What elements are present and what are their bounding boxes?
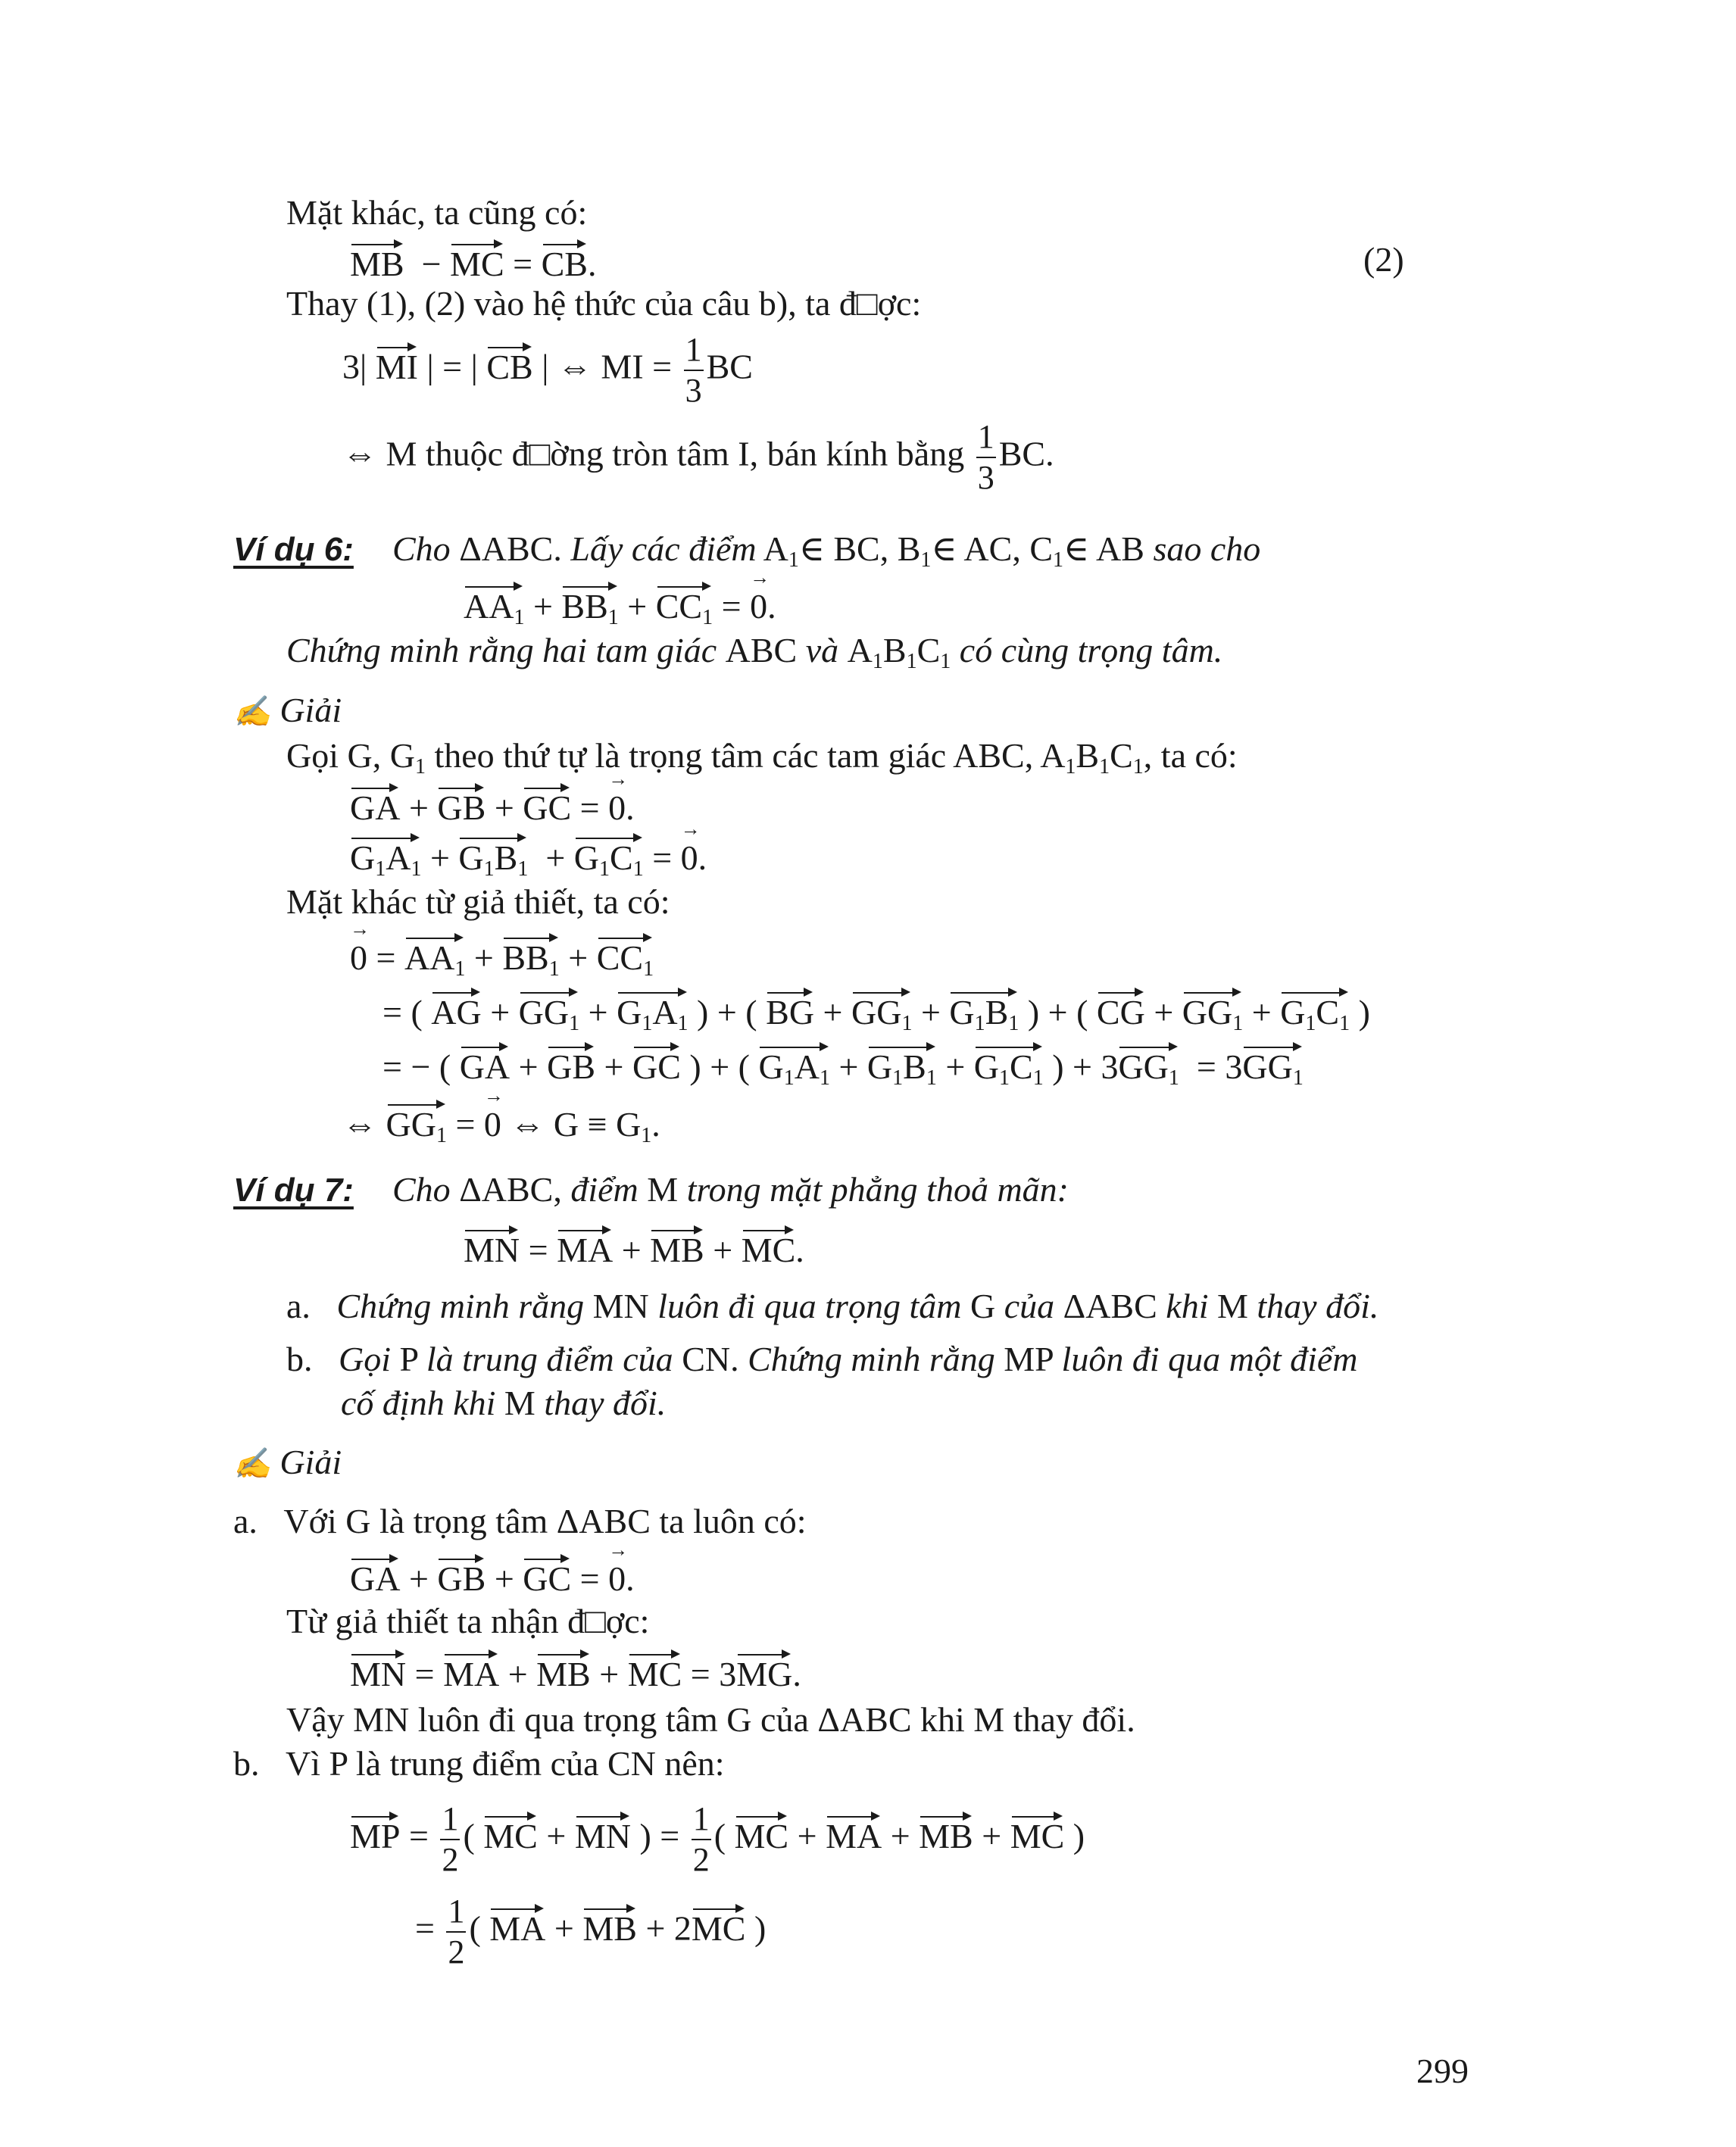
text-line: Mặt khác từ giả thiết, ta có: [286, 882, 670, 921]
page-number: 299 [1416, 2052, 1469, 2090]
solution-label: ✍ Giải [233, 691, 342, 729]
equation-line: GA + GB + GC = 0 →. [350, 786, 635, 825]
equation-tag: (2) [1363, 240, 1404, 279]
solution-7-part-a: a. Với G là trọng tâm ΔABC ta luôn có: [233, 1502, 807, 1540]
example-6-statement: Cho ΔABC. Lấy các điểm $A_1\in$ BC, $B_1\in$ AC, $C_1\in$ AB sao cho [392, 529, 1261, 572]
equation-line: $G_1A_1 + G_1B_1 + G_1C_1 = 0$ →. [350, 836, 707, 875]
text-line: Từ giả thiết ta nhận đ□ợc: [286, 1602, 650, 1640]
example-6-conclusion: Chứng minh rằng hai tam giác ABC và $A_1B_1C_1$ có cùng trọng tâm. [286, 631, 1223, 673]
equation-line: = − ( GA + GB + GC ) + ( $G_1A_1 + G_1B_1 + G_1C_1$ ) + $3GG_1 = 3GG_1$ [382, 1045, 1304, 1084]
text-line: Vậy MN luôn đi qua trọng tâm G của ΔABC khi M thay đổi. [286, 1700, 1135, 1739]
text-line: Thay (1), (2) vào hệ thức của câu b), ta đ□ợc: [286, 284, 922, 323]
equation-line: MP = $\frac{1}{2}$ ( MC + MN ) = $\frac{1}{2}$ ( MC + MA + MB + MC ) [350, 1800, 1085, 1878]
equation-line: GA + GB + GC = 0 →. [350, 1557, 635, 1596]
text-line: Mặt khác, ta cũng có: [286, 193, 588, 232]
equation-line: ⇔ M thuộc đ□ờng tròn tâm I, bán kính bằng $\frac{1}{3}$ BC. [342, 418, 1054, 496]
equation-line: 0 → = $AA_1 + BB_1 + CC_1$ [350, 936, 654, 975]
equation-line: 3| MI | = | CB | ⇔ MI = $\frac{1}{3}$ BC [342, 331, 753, 409]
writing-hand-icon: ✍ [233, 1446, 271, 1481]
solution-7-part-b: b. Vì P là trung điểm của CN nên: [233, 1744, 725, 1783]
text-line: Gọi G, $G_1$ theo thứ tự là trọng tâm các tam giác ABC, $A_1B_1C_1$, ta có: [286, 736, 1238, 779]
writing-hand-icon: ✍ [233, 694, 271, 729]
equation-line: MB − MC = CB. [350, 242, 596, 282]
equation-line: = $\frac{1}{2}$ ( MA + MB + 2MC ) [415, 1893, 767, 1971]
equation-line: = ( AG + $GG_1 + G_1A_1$ ) + ( BG + $GG_1 + G_1B_1$ ) + ( CG + $GG_1 + G_1C_1$ ) [382, 991, 1370, 1030]
example-7-part-b-cont: cố định khi M thay đổi. [341, 1384, 667, 1422]
solution-label: ✍ Giải [233, 1443, 342, 1481]
example-7-heading: Ví dụ 7: [233, 1172, 354, 1209]
example-7-part-b: b. Gọi P là trung điểm của CN. Chứng minh rằng MP luôn đi qua một điểm [286, 1340, 1358, 1378]
equation-line: ⇔ $GG_1 = 0$ → ⇔ $G \equiv G_1$. [342, 1103, 660, 1142]
example-7-statement: Cho ΔABC, điểm M trong mặt phẳng thoả mãn: [392, 1170, 1069, 1209]
equation-line: MN = MA + MB + MC. [464, 1228, 804, 1268]
example-7-part-a: a. Chứng minh rằng MN luôn đi qua trọng tâm G của ΔABC khi M thay đổi. [286, 1287, 1379, 1325]
equation-line: $AA_1 + BB_1 + CC_1 = 0$ →. [464, 585, 776, 624]
example-6-heading: Ví dụ 6: [233, 531, 354, 568]
equation-line: MN = MA + MB + MC = 3MG. [350, 1652, 801, 1692]
